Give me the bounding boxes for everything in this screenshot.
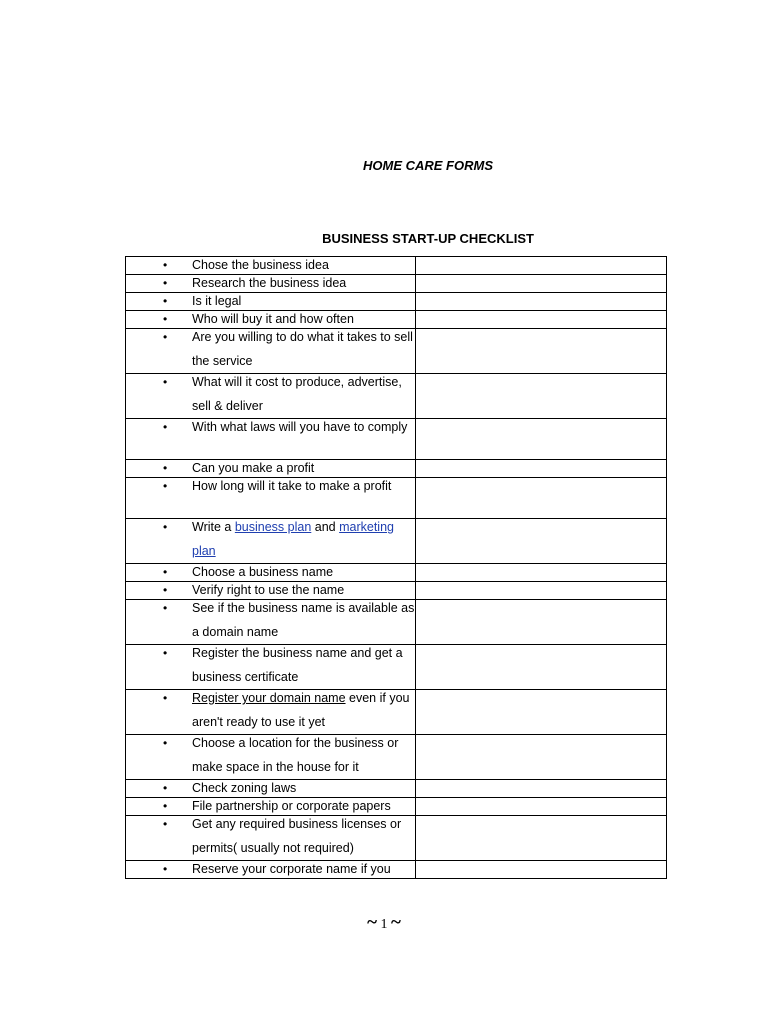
checklist-title: BUSINESS START-UP CHECKLIST bbox=[322, 231, 534, 246]
document-title: HOME CARE FORMS bbox=[363, 158, 493, 173]
checklist-row bbox=[126, 600, 667, 645]
business-plan-link[interactable]: business plan bbox=[234, 520, 312, 534]
status-cell[interactable] bbox=[416, 735, 667, 780]
checklist-row bbox=[126, 374, 667, 419]
checklist-row bbox=[126, 645, 667, 690]
status-cell[interactable] bbox=[416, 780, 667, 798]
bullet-icon: • bbox=[163, 781, 168, 795]
status-cell[interactable] bbox=[416, 816, 667, 861]
checklist-item-text: Verify right to use the name bbox=[192, 583, 345, 597]
bullet-icon: • bbox=[163, 565, 168, 579]
bullet-icon: • bbox=[163, 520, 168, 534]
bullet-icon: • bbox=[163, 258, 168, 272]
status-cell[interactable] bbox=[416, 564, 667, 582]
bullet-icon: • bbox=[163, 330, 168, 344]
bullet-icon: • bbox=[163, 312, 168, 326]
checklist-row bbox=[126, 293, 667, 311]
checklist-row bbox=[126, 861, 667, 879]
page-number: ~ 1 ~ bbox=[367, 912, 401, 933]
checklist-item-text: Reserve your corporate name if you bbox=[192, 862, 391, 876]
status-cell[interactable] bbox=[416, 861, 667, 879]
checklist-row bbox=[126, 816, 667, 861]
checklist-item-text: Get any required business licenses or permits( usually not required) bbox=[192, 817, 402, 855]
register-domain-link[interactable]: Register your domain name bbox=[192, 691, 346, 705]
status-cell[interactable] bbox=[416, 293, 667, 311]
bullet-icon: • bbox=[163, 479, 168, 493]
checklist-item-text: See if the business name is available as a domain name bbox=[192, 601, 415, 639]
checklist-item-text: Chose the business idea bbox=[192, 258, 329, 272]
checklist-item-text: File partnership or corporate papers bbox=[192, 799, 391, 813]
status-cell[interactable] bbox=[416, 257, 667, 275]
checklist-item-text: With what laws will you have to comply bbox=[192, 420, 408, 434]
checklist-item-text: Check zoning laws bbox=[192, 781, 297, 795]
checklist-item-text: How long will it take to make a profit bbox=[192, 479, 392, 493]
status-cell[interactable] bbox=[416, 645, 667, 690]
checklist-item-text: Who will buy it and how often bbox=[192, 312, 354, 326]
status-cell[interactable] bbox=[416, 329, 667, 374]
checklist-item-text: Research the business idea bbox=[192, 276, 347, 290]
bullet-icon: • bbox=[163, 799, 168, 813]
tilde-icon: ~ bbox=[391, 912, 401, 933]
bullet-icon: • bbox=[163, 691, 168, 705]
checklist-item-text: Register your domain name even if you aren't ready to use it yet bbox=[192, 691, 410, 729]
bullet-icon: • bbox=[163, 736, 168, 750]
checklist-row bbox=[126, 257, 667, 275]
checklist-item-text: Is it legal bbox=[192, 294, 242, 308]
bullet-icon: • bbox=[163, 420, 168, 434]
bullet-icon: • bbox=[163, 461, 168, 475]
status-cell[interactable] bbox=[416, 275, 667, 293]
checklist-item-text: Register the business name and get a business certificate bbox=[192, 646, 403, 684]
status-cell[interactable] bbox=[416, 419, 667, 460]
checklist-row bbox=[126, 478, 667, 519]
bullet-icon: • bbox=[163, 276, 168, 290]
checklist-item-text: Choose a business name bbox=[192, 565, 334, 579]
status-cell[interactable] bbox=[416, 798, 667, 816]
checklist-table bbox=[125, 256, 667, 879]
checklist-row bbox=[126, 519, 667, 564]
bullet-icon: • bbox=[163, 294, 168, 308]
bullet-icon: • bbox=[163, 601, 168, 615]
marketing-plan-link[interactable]: marketing plan bbox=[192, 520, 394, 558]
status-cell[interactable] bbox=[416, 600, 667, 645]
status-cell[interactable] bbox=[416, 582, 667, 600]
status-cell[interactable] bbox=[416, 460, 667, 478]
checklist-item-text: Are you willing to do what it takes to sell the service bbox=[192, 330, 413, 368]
checklist-item-text: Can you make a profit bbox=[192, 461, 315, 475]
bullet-icon: • bbox=[163, 862, 168, 876]
checklist-row bbox=[126, 275, 667, 293]
status-cell[interactable] bbox=[416, 690, 667, 735]
checklist-row bbox=[126, 564, 667, 582]
checklist-row bbox=[126, 735, 667, 780]
checklist-row bbox=[126, 780, 667, 798]
status-cell[interactable] bbox=[416, 478, 667, 519]
checklist-item-text: What will it cost to produce, advertise, sell & deliver bbox=[192, 375, 402, 413]
bullet-icon: • bbox=[163, 817, 168, 831]
bullet-icon: • bbox=[163, 646, 168, 660]
checklist-item-text: Choose a location for the business or make space in the house for it bbox=[192, 736, 399, 774]
bullet-icon: • bbox=[163, 583, 168, 597]
checklist-row bbox=[126, 329, 667, 374]
checklist-item-text: Write a business plan and marketing plan bbox=[192, 520, 394, 558]
bullet-icon: • bbox=[163, 375, 168, 389]
tilde-icon: ~ bbox=[367, 912, 377, 933]
checklist-row bbox=[126, 419, 667, 460]
status-cell[interactable] bbox=[416, 519, 667, 564]
checklist-row bbox=[126, 690, 667, 735]
status-cell[interactable] bbox=[416, 311, 667, 329]
status-cell[interactable] bbox=[416, 374, 667, 419]
